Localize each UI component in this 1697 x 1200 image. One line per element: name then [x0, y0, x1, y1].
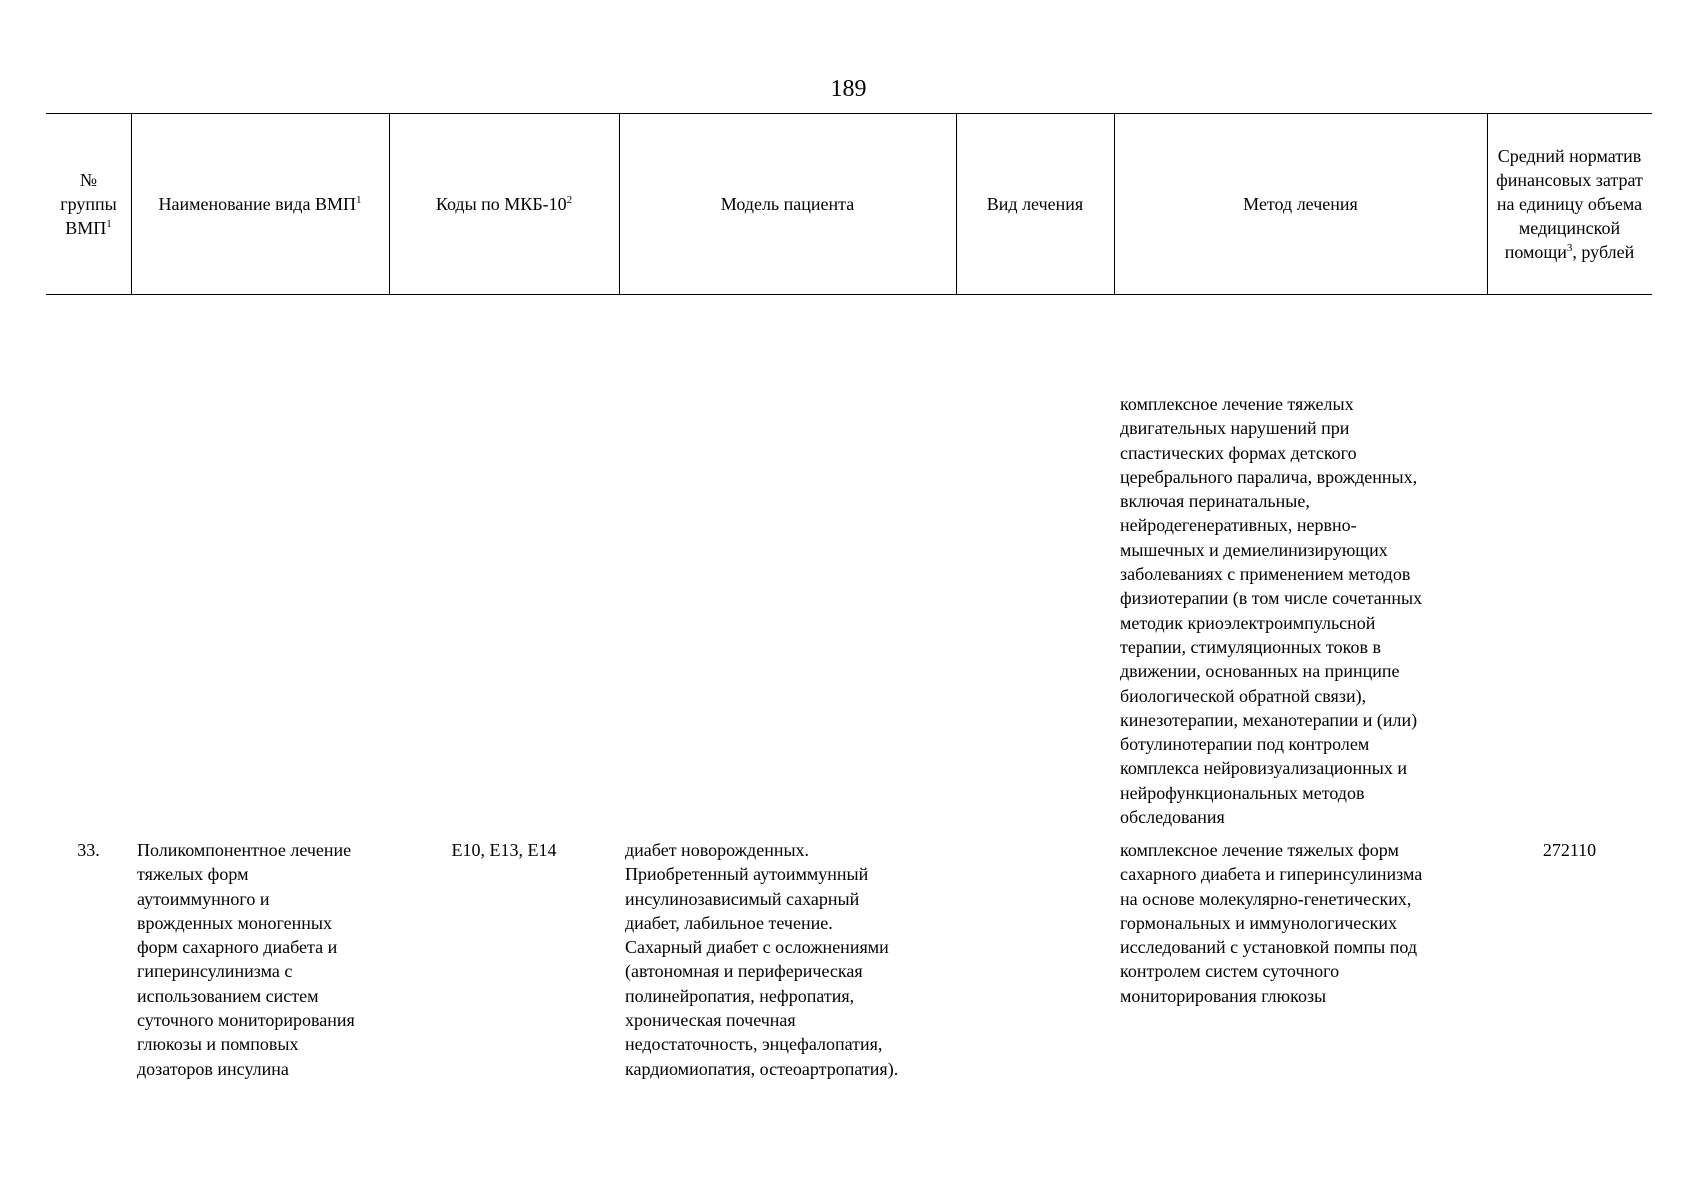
row-number: 33.: [77, 840, 100, 860]
header-norm: Средний норматив финансовых затрат на единицу объема медицинской помощи$^3$, рублей: [1496, 146, 1643, 262]
header-divider: [1114, 113, 1115, 294]
header-group-number: № группы ВМП$^1$: [60, 170, 117, 238]
page-number: 189: [830, 76, 867, 102]
header-divider: [956, 113, 957, 294]
header-codes: Коды по МКБ-$10^2$: [435, 194, 573, 214]
header-name: Наименование вида ВМП$^1$: [158, 194, 362, 214]
header-method: Метод лечения: [1243, 194, 1358, 214]
table-header: [46, 113, 1652, 295]
row-method: комплексное лечение тяжелых форм сахарного диабета и гиперинсулинизма на основе молекулярно-генетических, гормональных и иммунологических исследований с установкой помпы под контролем систем суточного мониторирования глюкозы: [1120, 840, 1423, 1006]
continued-method-text: комплексное лечение тяжелых двигательных нарушений при спастических формах детского церебрального паралича, врожденных, включая перинатальные, нейродегенеративных, нервно- мышечных и демиелинизирующих заболеваниях с применением методов физиотерапии (в том числе сочетанных методик криоэлектроимпульсной терапии, стимуляционных токов в движении, основанных на принципе биологической обратной связи), кинезотерапии, механотерапии и (или) ботулинотерапии под контролем комплекса нейровизуализационных и нейрофункциональных методов обследования: [1120, 394, 1423, 828]
row-cost: 272110: [1542, 840, 1597, 860]
header-divider: [389, 113, 390, 294]
row-model: диабет новорожденных. Приобретенный аутоиммунный инсулинозависимый сахарный диабет, лабильное течение. Сахарный диабет с осложнениями (автономная и периферическая полинейропатия, нефропатия, хроническая почечная недостаточность, энцефалопатия, кардиомиопатия, остеоартропатия).: [625, 840, 899, 1079]
header-model: Модель пациента: [720, 194, 855, 214]
row-name: Поликомпонентное лечение тяжелых форм аутоиммунного и врожденных моногенных форм сахарного диабета и гиперинсулинизма с использованием систем суточного мониторирования глюкозы и помповых дозаторов инсулина: [137, 840, 355, 1079]
header-divider: [131, 113, 132, 294]
header-divider: [619, 113, 620, 294]
header-divider: [1487, 113, 1488, 294]
row-codes: E10, E13, E14: [451, 840, 557, 860]
header-type: Вид лечения: [986, 194, 1084, 214]
